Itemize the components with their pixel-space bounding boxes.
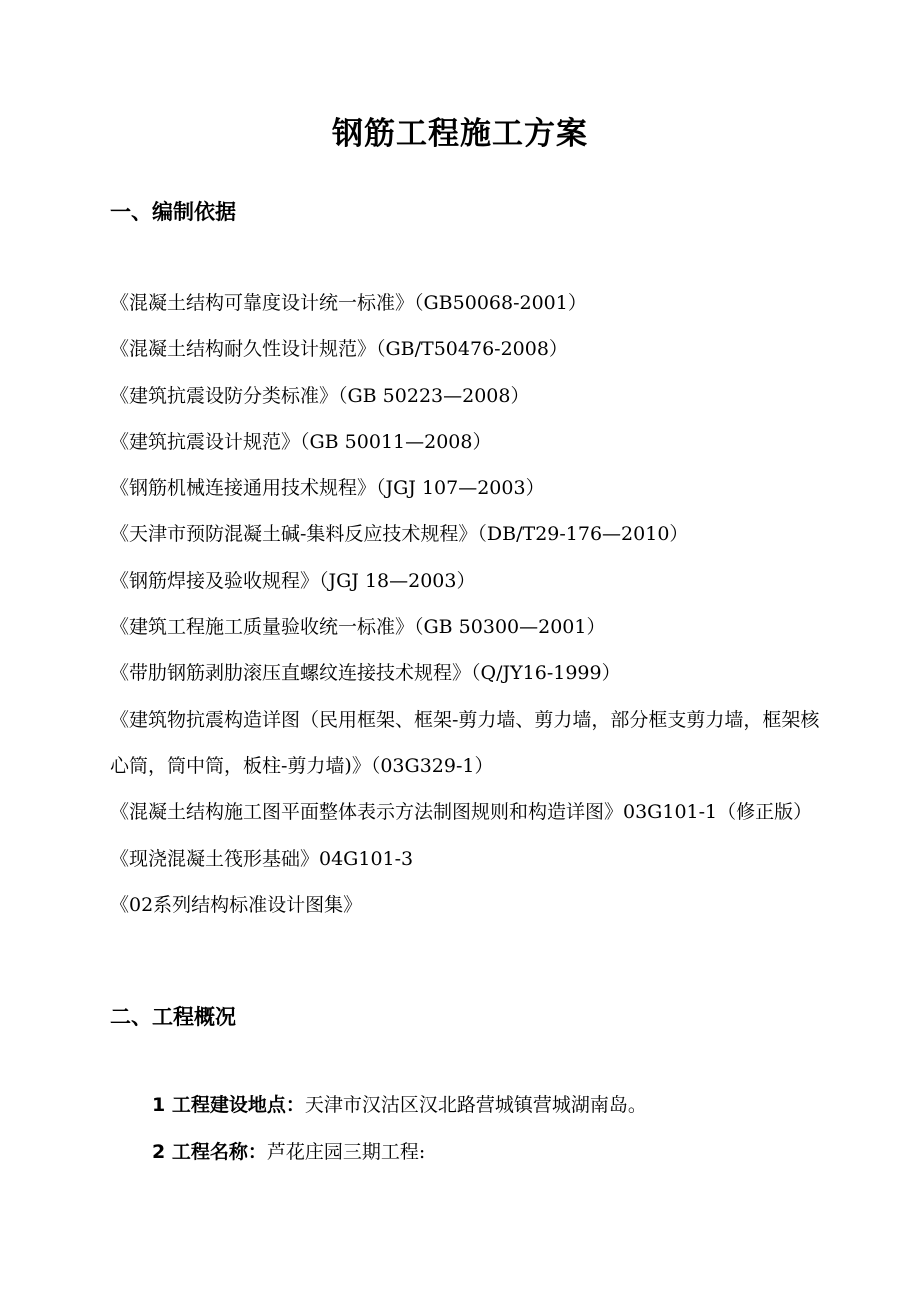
overview-item-project-name — [152, 1129, 852, 1176]
reference-item: 《02系列结构标准设计图集》 — [110, 893, 363, 916]
overview-value: 天津市汉沽区汉北路营城镇营城湖南岛。 — [304, 1094, 647, 1116]
overview-value: 芦花庄园三期工程: — [266, 1141, 426, 1163]
reference-item: 《天津市预防混凝土碱-集料反应技术规程》（DB/T29-176—2010） — [110, 523, 689, 546]
reference-item: 《建筑抗震设防分类标准》（GB 50223—2008） — [110, 384, 530, 407]
document-title: 钢筋工程施工方案 — [332, 116, 588, 152]
reference-item: 《钢筋焊接及验收规程》（JGJ 18—2003） — [110, 569, 476, 592]
reference-item: 《混凝土结构耐久性设计规范》（GB/T50476-2008） — [110, 338, 568, 361]
reference-item: 《钢筋机械连接通用技术规程》（JGJ 107—2003） — [110, 477, 545, 500]
section-heading-overview: 二、工程概况 — [110, 1005, 236, 1029]
reference-item: 《混凝土结构施工图平面整体表示方法制图规则和构造详图》03G101-1（修正版） — [110, 801, 813, 824]
reference-list — [110, 280, 820, 928]
section-heading-basis: 一、编制依据 — [110, 200, 236, 224]
reference-item: 《建筑物抗震构造详图（民用框架、框架-剪力墙、剪力墙，部分框支剪力墙，框架核心筒，筒中筒，板柱-剪力墙)》（03G329-1） — [110, 708, 820, 777]
reference-item: 《建筑抗震设计规范》（GB 50011—2008） — [110, 430, 492, 453]
overview-item-location — [152, 1082, 852, 1129]
reference-item: 《建筑工程施工质量验收统一标准》（GB 50300—2001） — [110, 616, 606, 639]
reference-item: 《现浇混凝土筏形基础》04G101-3 — [110, 847, 414, 870]
reference-item: 《混凝土结构可靠度设计统一标准》（GB50068-2001） — [110, 292, 587, 314]
reference-item: 《带肋钢筋剥肋滚压直螺纹连接技术规程》（Q/JY16-1999） — [110, 662, 621, 685]
overview-label: 1 工程建设地点： — [152, 1094, 305, 1116]
overview-list — [152, 1082, 852, 1176]
overview-label: 2 工程名称： — [152, 1141, 267, 1163]
